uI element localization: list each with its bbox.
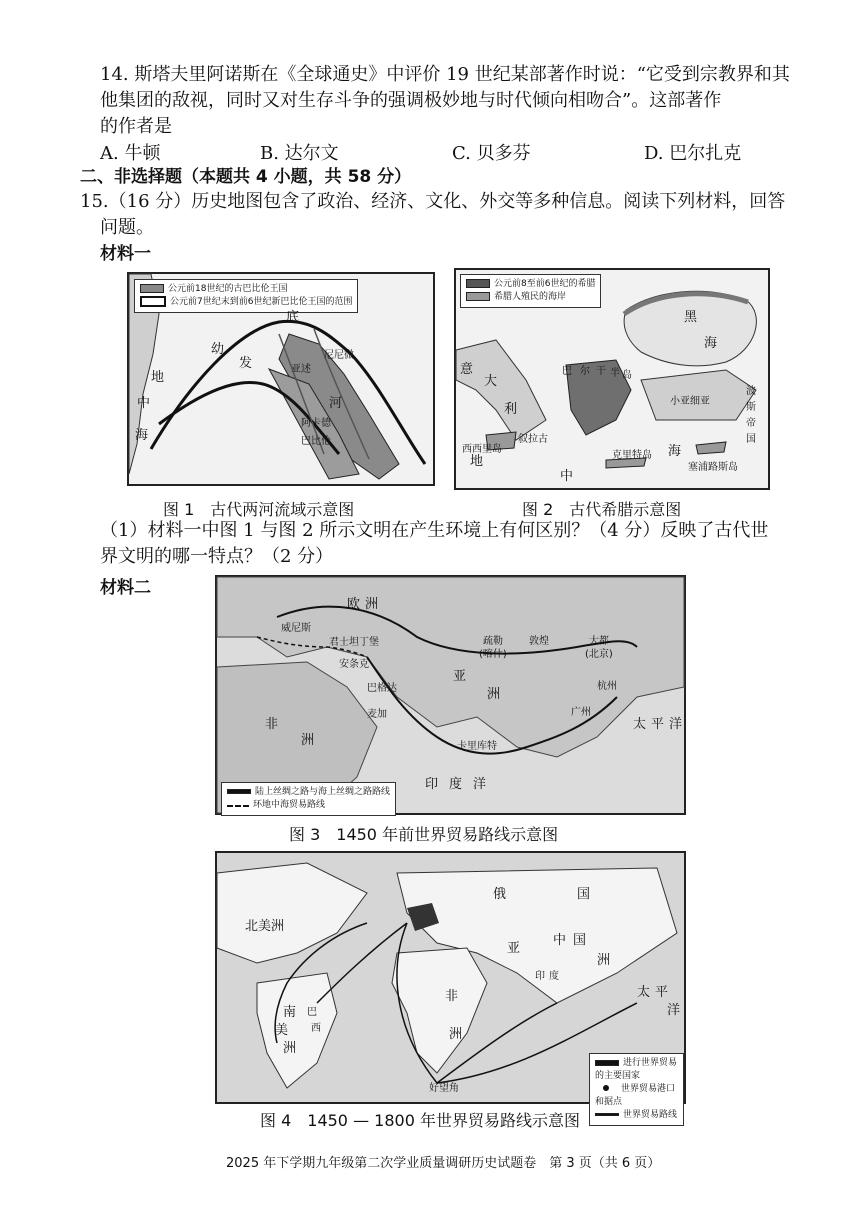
- q14-line2: 他集团的敌视，同时又对生存斗争的强调极妙地与时代倾向相吻合”。这部著作: [100, 90, 722, 111]
- fig3-label: 大都: [589, 636, 609, 647]
- fig2-label: 黑: [684, 310, 698, 325]
- q15-sub1-line2: 界文明的哪一特点？（2 分）: [100, 546, 334, 567]
- fig1-label: 幼: [211, 342, 225, 357]
- fig4-label: 北美洲: [245, 919, 285, 934]
- fig4-label: 亚: [507, 941, 521, 956]
- fig4-label: 中: [553, 933, 567, 948]
- q15-line1: 15.（16 分）历史地图包含了政治、经济、文化、外交等多种信息。阅读下列材料，回答: [80, 191, 786, 212]
- fig4-label: 平: [655, 985, 669, 1000]
- fig4-label: 太: [637, 985, 651, 1000]
- fig3-label: 杭州: [597, 681, 617, 692]
- fig2-legend-swatch-light: [466, 292, 490, 301]
- fig2-legend-item-1: 公元前8至前6世纪的希腊: [494, 279, 596, 289]
- fig2-legend-item-2: 希腊人殖民的海岸: [494, 292, 567, 302]
- fig2-label: 塞浦路斯岛: [688, 462, 738, 473]
- fig2-label: 利: [504, 402, 518, 417]
- fig3-label: 洲: [365, 597, 379, 612]
- section-heading: 二、非选择题（本题共 4 小题，共 58 分）: [80, 167, 412, 187]
- fig3-label: 印: [425, 777, 439, 792]
- fig4-label: 印: [535, 971, 545, 982]
- fig3-label: 广州: [571, 707, 591, 718]
- fig4-label: 国: [577, 887, 591, 902]
- fig1-legend: [134, 279, 358, 313]
- fig1-label: 尼尼微: [324, 350, 354, 361]
- fig4-label: 国: [573, 933, 587, 948]
- fig4-label: 南: [283, 1005, 297, 1020]
- fig3-map: [215, 575, 686, 815]
- fig4-legend: [589, 1053, 684, 1126]
- fig3-label: 洋: [473, 777, 487, 792]
- q15-line2: 问题。: [100, 217, 154, 238]
- fig2-label: 大: [484, 374, 498, 389]
- fig1-label: 海: [135, 428, 149, 443]
- fig2-label: 地: [470, 454, 484, 469]
- material1-label: 材料一: [100, 244, 151, 264]
- fig4-map: [215, 851, 686, 1120]
- fig4-caption: 图 4 1450 — 1800 年世界贸易路线示意图: [260, 1111, 580, 1130]
- fig2-label: 帝: [746, 418, 756, 429]
- fig2-label: 斯: [746, 402, 756, 413]
- fig3-legend-swatch-dashed: [227, 802, 249, 807]
- fig1-label: 发: [239, 356, 253, 371]
- fig4-label: 洋: [667, 1003, 681, 1018]
- fig4-label: 洲: [449, 1027, 463, 1042]
- fig4-legend-port-icon: [603, 1085, 609, 1091]
- fig3-label: 威尼斯: [281, 623, 311, 634]
- fig1-label: 中: [137, 396, 151, 411]
- fig3-label: 太: [633, 717, 647, 732]
- fig2-label: 叙拉古: [518, 434, 548, 445]
- fig2-label: 半: [610, 368, 620, 379]
- fig2-label: 小亚细亚: [670, 396, 710, 407]
- fig2-label: 克里特岛: [612, 450, 652, 461]
- fig3-label: 非: [265, 717, 279, 732]
- fig1-label: 亚述: [291, 364, 311, 375]
- fig3-label: 亚: [453, 669, 467, 684]
- fig4-label: 好望角: [429, 1083, 459, 1094]
- fig2-label: 意: [460, 362, 474, 377]
- fig1-caption: 图 1 古代两河流域示意图: [163, 500, 355, 519]
- fig3-label: 麦加: [367, 709, 387, 720]
- fig4-legend-swatch-route: [595, 1113, 619, 1116]
- fig3-legend-item-2: 环地中海贸易路线: [253, 800, 326, 810]
- fig2-caption: 图 2 古代希腊示意图: [522, 500, 682, 519]
- fig3-caption: 图 3 1450 年前世界贸易路线示意图: [289, 825, 559, 844]
- q14-option-c: C. 贝多芬: [452, 143, 531, 164]
- fig3-label: 卡里库特: [457, 741, 497, 752]
- fig4-label: 度: [549, 971, 559, 982]
- fig4-label: 洲: [597, 953, 611, 968]
- fig1-label: 地: [151, 370, 165, 385]
- fig2-label: 巴: [562, 366, 572, 377]
- fig2-label: 干: [596, 366, 606, 377]
- fig3-legend: [221, 782, 396, 816]
- fig1-label: 阿卡德: [301, 418, 331, 429]
- fig4-legend-item-1: 进行世界贸易的主要国家: [595, 1058, 678, 1081]
- fig3-label: 洋: [669, 717, 683, 732]
- fig4-legend-swatch-country: [595, 1060, 619, 1066]
- fig3-label: 君士坦丁堡: [329, 637, 379, 648]
- fig3-label: 安条克: [339, 659, 369, 670]
- fig4-label: 西: [311, 1023, 321, 1034]
- fig3-label: 平: [651, 717, 665, 732]
- fig4-legend-item-2: 世界贸易港口和据点: [595, 1084, 676, 1107]
- fig3-label: 度: [449, 777, 463, 792]
- fig1-label: 河: [329, 396, 343, 411]
- fig2-label: 国: [746, 434, 756, 445]
- fig1-label: 巴比伦: [301, 436, 331, 447]
- fig2-label: 海: [704, 336, 718, 351]
- fig3-label: 敦煌: [529, 636, 549, 647]
- fig2-map: [454, 268, 770, 490]
- fig1-legend-swatch-gray: [140, 284, 164, 293]
- q14-option-b: B. 达尔文: [260, 143, 339, 164]
- fig1-legend-swatch-outline: [140, 296, 166, 307]
- fig3-label: (北京): [585, 649, 613, 660]
- q14-line1: 14. 斯塔夫里阿诺斯在《全球通史》中评价 19 世纪某部著作时说：“它受到宗教界和其: [100, 64, 790, 85]
- fig2-label: 波: [746, 386, 756, 397]
- fig2-legend-swatch-dark: [466, 279, 490, 288]
- fig2-legend: [460, 274, 601, 308]
- q14-option-a: A. 牛顿: [100, 143, 161, 164]
- fig3-legend-swatch-solid: [227, 789, 251, 794]
- fig2-label: 中: [560, 469, 574, 484]
- fig3-label: (喀什): [479, 649, 507, 660]
- fig2-label: 海: [668, 444, 682, 459]
- fig3-label: 欧: [347, 597, 361, 612]
- fig2-label: 西西里岛: [462, 444, 502, 455]
- fig1-legend-item-1: 公元前18世纪的古巴比伦王国: [168, 284, 288, 294]
- fig2-label: 尔: [580, 366, 590, 377]
- q15-sub1-line1: （1）材料一中图 1 与图 2 所示文明在产生环境上有何区别？（4 分）反映了古代世: [100, 520, 769, 541]
- fig2-label: 岛: [622, 370, 632, 381]
- fig1-legend-item-2: 公元前7世纪末到前6世纪新巴比伦王国的范围: [170, 297, 353, 307]
- q14-option-d: D. 巴尔扎克: [644, 143, 742, 164]
- page-footer: 2025 年下学期九年级第二次学业质量调研历史试题卷 第 3 页（共 6 页）: [226, 1156, 661, 1171]
- fig1-label: 底: [286, 310, 300, 325]
- fig4-label: 巴: [307, 1007, 317, 1018]
- material2-label: 材料二: [100, 578, 151, 598]
- fig4-label: 美: [275, 1023, 289, 1038]
- fig4-label: 洲: [283, 1041, 297, 1056]
- fig3-label: 巴格达: [367, 683, 397, 694]
- q14-line3: 的作者是: [100, 116, 172, 137]
- fig3-label: 疏勒: [483, 636, 503, 647]
- fig3-label: 洲: [301, 733, 315, 748]
- fig1-map: [127, 272, 435, 486]
- fig3-legend-item-1: 陆上丝绸之路与海上丝绸之路路线: [255, 787, 391, 797]
- fig3-label: 洲: [487, 687, 501, 702]
- fig4-label: 非: [445, 989, 459, 1004]
- fig4-legend-item-3: 世界贸易路线: [623, 1110, 678, 1120]
- fig4-label: 俄: [493, 887, 507, 902]
